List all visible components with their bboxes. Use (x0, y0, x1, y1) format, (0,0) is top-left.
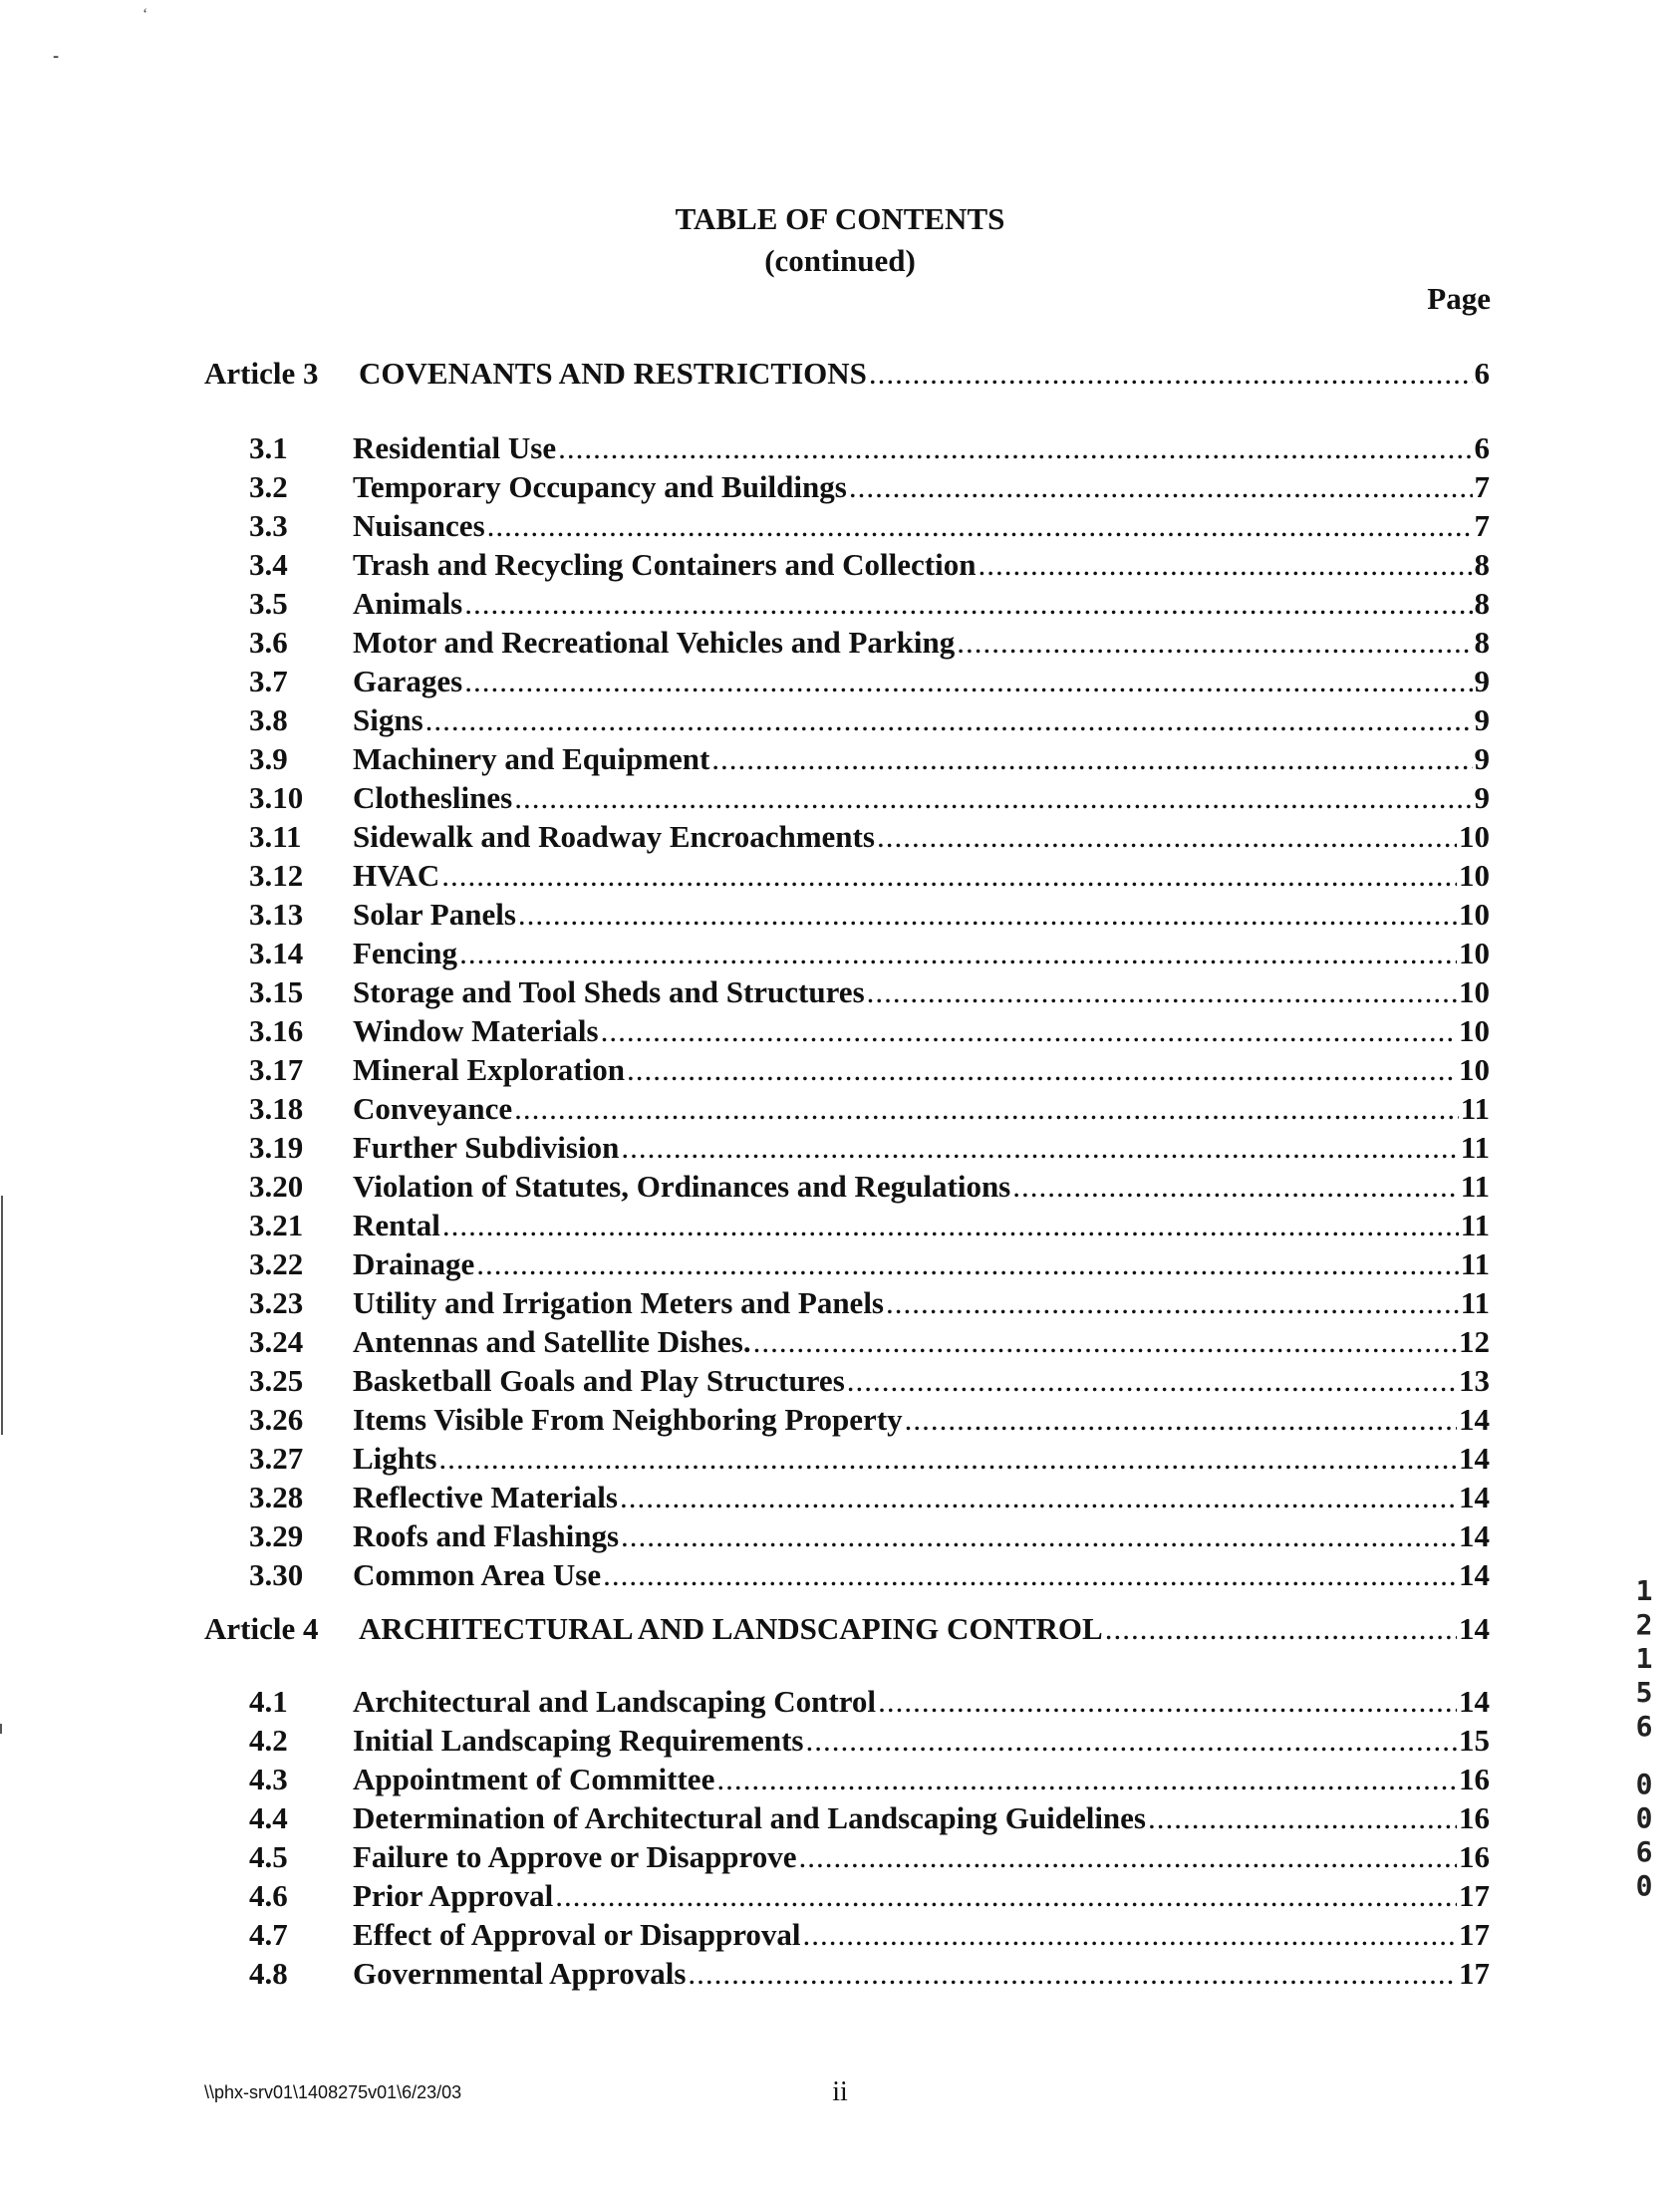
entry-number: 3.24 (249, 1324, 304, 1359)
toc-entry (249, 1169, 1490, 1205)
entry-number: 4.3 (249, 1762, 288, 1796)
entry-number: 3.11 (249, 819, 302, 854)
dot-leader (514, 1091, 1459, 1127)
toc-entry (249, 1130, 1490, 1166)
entry-title: Prior Approval (353, 1878, 554, 1913)
toc-entry (249, 1917, 1490, 1953)
entry-title: Determination of Architectural and Landscaping Guidelines (353, 1800, 1146, 1835)
entry-number: 4.4 (249, 1800, 288, 1835)
toc-entry (249, 974, 1490, 1010)
entry-number: 4.8 (249, 1956, 288, 1991)
entry-title: Storage and Tool Sheds and Structures (353, 974, 865, 1009)
entry-number: 4.6 (249, 1878, 288, 1913)
page-number: 10 (1459, 974, 1490, 1009)
entry-number: 4.5 (249, 1839, 288, 1874)
page-number: 10 (1459, 819, 1490, 854)
entry-number: 3.10 (249, 780, 304, 815)
page-number: 14 (1459, 1441, 1490, 1476)
stamp-digit: 2 (1635, 1608, 1653, 1641)
dot-leader (441, 858, 1457, 894)
entry-title: Initial Landscaping Requirements (353, 1723, 804, 1758)
entry-title: Utility and Irrigation Meters and Panels (353, 1285, 884, 1320)
article-number: Article 3 (204, 356, 319, 391)
recording-stamp (1629, 1574, 1659, 1903)
dot-leader (621, 1130, 1458, 1166)
toc-article-3 (204, 356, 1490, 392)
toc-entry (249, 547, 1490, 583)
entry-title: Temporary Occupancy and Buildings (353, 469, 847, 504)
page-number: 14 (1459, 1402, 1490, 1437)
toc-title: TABLE OF CONTENTS (675, 201, 1005, 236)
dot-leader (438, 1441, 1457, 1477)
toc-entry (249, 1363, 1490, 1399)
entry-number: 3.19 (249, 1130, 304, 1165)
toc-entry (249, 1839, 1490, 1875)
page-number: 11 (1460, 1130, 1490, 1165)
dot-leader (1148, 1800, 1457, 1836)
entry-title: Animals (353, 586, 463, 621)
stamp-digit: 6 (1635, 1710, 1653, 1743)
page-number: 16 (1459, 1800, 1490, 1835)
dot-leader (442, 1208, 1459, 1243)
toc-entry (249, 430, 1490, 466)
toc-entry (249, 936, 1490, 971)
toc-entry (249, 1246, 1490, 1282)
entry-title: Rental (353, 1208, 440, 1242)
stamp-digit: 0 (1635, 1801, 1653, 1834)
toc-entry (249, 1052, 1490, 1088)
dot-leader (805, 1723, 1457, 1759)
article-title: ARCHITECTURAL AND LANDSCAPING CONTROL (359, 1611, 1103, 1646)
entry-number: 3.1 (249, 430, 288, 465)
dot-leader (620, 1480, 1457, 1515)
toc-entry (249, 858, 1490, 894)
entry-number: 3.23 (249, 1285, 304, 1320)
dot-leader (514, 780, 1472, 816)
scan-margin-tick (0, 1724, 2, 1734)
dot-leader (688, 1956, 1457, 1992)
toc-entry (249, 741, 1490, 777)
page-number: 10 (1459, 1013, 1490, 1048)
entry-number: 3.20 (249, 1169, 304, 1204)
page-number: 16 (1459, 1839, 1490, 1874)
entry-title: Lights (353, 1441, 437, 1476)
entry-title: Solar Panels (353, 897, 516, 932)
entry-number: 3.28 (249, 1480, 304, 1514)
dot-leader (621, 1518, 1457, 1554)
dot-leader (464, 664, 1472, 699)
dot-leader (847, 1363, 1457, 1399)
entry-title: Trash and Recycling Containers and Collection (353, 547, 977, 582)
stamp-digit: 1 (1635, 1574, 1653, 1607)
toc-entry (249, 1723, 1490, 1759)
entry-title: Signs (353, 702, 423, 737)
dot-leader (518, 897, 1457, 933)
dot-leader (905, 1402, 1457, 1438)
toc-entry (249, 1956, 1490, 1992)
dot-leader (716, 1762, 1457, 1797)
page-number: 12 (1459, 1324, 1490, 1359)
entry-number: 3.5 (249, 586, 288, 621)
page-number: 10 (1459, 1052, 1490, 1087)
entry-number: 4.2 (249, 1723, 288, 1758)
entry-title: Further Subdivision (353, 1130, 620, 1165)
dot-leader (867, 974, 1457, 1010)
dot-leader (603, 1557, 1457, 1593)
dot-leader (459, 936, 1457, 971)
entry-number: 3.27 (249, 1441, 304, 1476)
entry-title: Clotheslines (353, 780, 513, 815)
toc-entry (249, 1762, 1490, 1797)
entry-title: Antennas and Satellite Dishes. (353, 1324, 751, 1359)
entry-number: 3.12 (249, 858, 304, 893)
page-column-label: Page (1427, 281, 1491, 316)
entry-number: 4.1 (249, 1684, 288, 1719)
page-number: 15 (1459, 1723, 1490, 1758)
page-number: 9 (1474, 702, 1490, 737)
toc-entry (249, 702, 1490, 738)
dot-leader (464, 586, 1472, 622)
page-number: 8 (1474, 586, 1490, 621)
dot-leader (1012, 1169, 1458, 1205)
toc-entry (249, 1557, 1490, 1593)
entry-title: HVAC (353, 858, 440, 893)
stamp-digit: 0 (1635, 1869, 1653, 1902)
entry-number: 3.18 (249, 1091, 304, 1126)
toc-entry (249, 1402, 1490, 1438)
dot-leader (558, 430, 1472, 466)
entry-number: 3.7 (249, 664, 288, 698)
page-number: 7 (1474, 508, 1490, 543)
toc-entry (249, 897, 1490, 933)
dot-leader (425, 702, 1473, 738)
footer-page-number: ii (832, 2076, 848, 2107)
page-number: 14 (1459, 1518, 1490, 1553)
footer-document-path: \\phx-srv01\1408275v01\6/23/03 (204, 2082, 462, 2102)
entry-title: Appointment of Committee (353, 1762, 715, 1796)
entry-title: Drainage (353, 1246, 475, 1281)
scan-speck: ‘ (142, 6, 148, 23)
entry-title: Reflective Materials (353, 1480, 618, 1514)
entry-number: 3.15 (249, 974, 304, 1009)
scan-speck: ⁃ (52, 50, 60, 67)
dot-leader (476, 1246, 1458, 1282)
entry-number: 3.22 (249, 1246, 304, 1281)
dot-leader (487, 508, 1473, 544)
page-number: 11 (1460, 1208, 1490, 1242)
entry-number: 3.4 (249, 547, 288, 582)
toc-entry (249, 1324, 1490, 1360)
toc-entry (249, 586, 1490, 622)
entry-number: 3.9 (249, 741, 288, 776)
toc-entry (249, 469, 1490, 505)
page-number: 6 (1474, 430, 1490, 465)
dot-leader (878, 1684, 1457, 1720)
entry-number: 3.29 (249, 1518, 304, 1553)
toc-subtitle: (continued) (764, 243, 916, 278)
page-number: 14 (1459, 1684, 1490, 1719)
dot-leader (803, 1917, 1457, 1953)
entry-title: Violation of Statutes, Ordinances and Regulations (353, 1169, 1011, 1204)
toc-entry (249, 780, 1490, 816)
page-number: 6 (1474, 356, 1490, 391)
page-number: 11 (1460, 1285, 1490, 1320)
entry-title: Sidewalk and Roadway Encroachments (353, 819, 875, 854)
page-number: 8 (1474, 625, 1490, 660)
page-number: 14 (1459, 1480, 1490, 1514)
entry-number: 3.2 (249, 469, 288, 504)
article-title: COVENANTS AND RESTRICTIONS (359, 356, 867, 391)
entry-number: 3.26 (249, 1402, 304, 1437)
dot-leader (849, 469, 1473, 505)
page-number: 7 (1474, 469, 1490, 504)
page-number: 17 (1459, 1917, 1490, 1952)
toc-entry (249, 664, 1490, 699)
toc-entry (249, 625, 1490, 661)
page-number: 11 (1460, 1091, 1490, 1126)
entry-title: Roofs and Flashings (353, 1518, 620, 1553)
page-number: 17 (1459, 1956, 1490, 1991)
toc-entry (249, 1441, 1490, 1477)
entry-title: Items Visible From Neighboring Property (353, 1402, 903, 1437)
page-number: 10 (1459, 936, 1490, 970)
dot-leader (957, 625, 1472, 661)
entry-number: 3.13 (249, 897, 304, 932)
entry-number: 3.21 (249, 1208, 304, 1242)
toc-entry (249, 1684, 1490, 1720)
entry-number: 4.7 (249, 1917, 288, 1952)
page-number: 11 (1460, 1246, 1490, 1281)
entry-title: Fencing (353, 936, 458, 970)
stamp-digit: 6 (1635, 1835, 1653, 1868)
toc-entry (249, 508, 1490, 544)
page-number: 8 (1474, 547, 1490, 582)
page-number: 17 (1459, 1878, 1490, 1913)
entry-title: Basketball Goals and Play Structures (353, 1363, 845, 1398)
entry-number: 3.25 (249, 1363, 304, 1398)
entry-number: 3.30 (249, 1557, 304, 1592)
page-number: 14 (1459, 1557, 1490, 1592)
page-number: 13 (1459, 1363, 1490, 1398)
entry-title: Motor and Recreational Vehicles and Parking (353, 625, 956, 660)
dot-leader (877, 819, 1457, 855)
entry-title: Mineral Exploration (353, 1052, 625, 1087)
entry-number: 3.8 (249, 702, 288, 737)
article-number: Article 4 (204, 1611, 319, 1646)
dot-leader (799, 1839, 1457, 1875)
page-number: 9 (1474, 780, 1490, 815)
page-number: 10 (1459, 858, 1490, 893)
toc-entry (249, 1800, 1490, 1836)
dot-leader (601, 1013, 1457, 1049)
toc-entry (249, 819, 1490, 855)
toc-entry (249, 1013, 1490, 1049)
entry-number: 3.6 (249, 625, 288, 660)
dot-leader (711, 741, 1472, 777)
entry-number: 3.17 (249, 1052, 304, 1087)
toc-entry (249, 1285, 1490, 1321)
entry-title: Window Materials (353, 1013, 599, 1048)
dot-leader (753, 1324, 1457, 1360)
dot-leader (555, 1878, 1457, 1914)
toc-article-4 (204, 1611, 1490, 1647)
toc-entry (249, 1480, 1490, 1515)
entry-title: Governmental Approvals (353, 1956, 687, 1991)
dot-leader (627, 1052, 1457, 1088)
stamp-digit: 1 (1635, 1642, 1653, 1675)
entry-title: Architectural and Landscaping Control (353, 1684, 877, 1719)
entry-number: 3.3 (249, 508, 288, 543)
entry-title: Machinery and Equipment (353, 741, 710, 776)
stamp-digit: 5 (1635, 1676, 1653, 1709)
dot-leader (886, 1285, 1459, 1321)
entry-title: Residential Use (353, 430, 557, 465)
dot-leader (978, 547, 1472, 583)
toc-entry (249, 1208, 1490, 1243)
page-number: 9 (1474, 664, 1490, 698)
entry-title: Failure to Approve or Disapprove (353, 1839, 797, 1874)
page-number: 14 (1459, 1611, 1490, 1646)
toc-entry (249, 1518, 1490, 1554)
toc-entry (249, 1091, 1490, 1127)
page-number: 16 (1459, 1762, 1490, 1796)
entry-title: Conveyance (353, 1091, 513, 1126)
entry-title: Garages (353, 664, 463, 698)
scan-margin-line (1, 1196, 3, 1435)
page-number: 10 (1459, 897, 1490, 932)
dot-leader (869, 356, 1473, 392)
dot-leader (1105, 1611, 1457, 1647)
toc-entry (249, 1878, 1490, 1914)
stamp-digit: 0 (1635, 1768, 1653, 1800)
entry-number: 3.14 (249, 936, 304, 970)
page-number: 11 (1460, 1169, 1490, 1204)
page-number: 9 (1474, 741, 1490, 776)
entry-title: Common Area Use (353, 1557, 602, 1592)
entry-title: Effect of Approval or Disapproval (353, 1917, 801, 1952)
entry-number: 3.16 (249, 1013, 304, 1048)
entry-title: Nuisances (353, 508, 485, 543)
